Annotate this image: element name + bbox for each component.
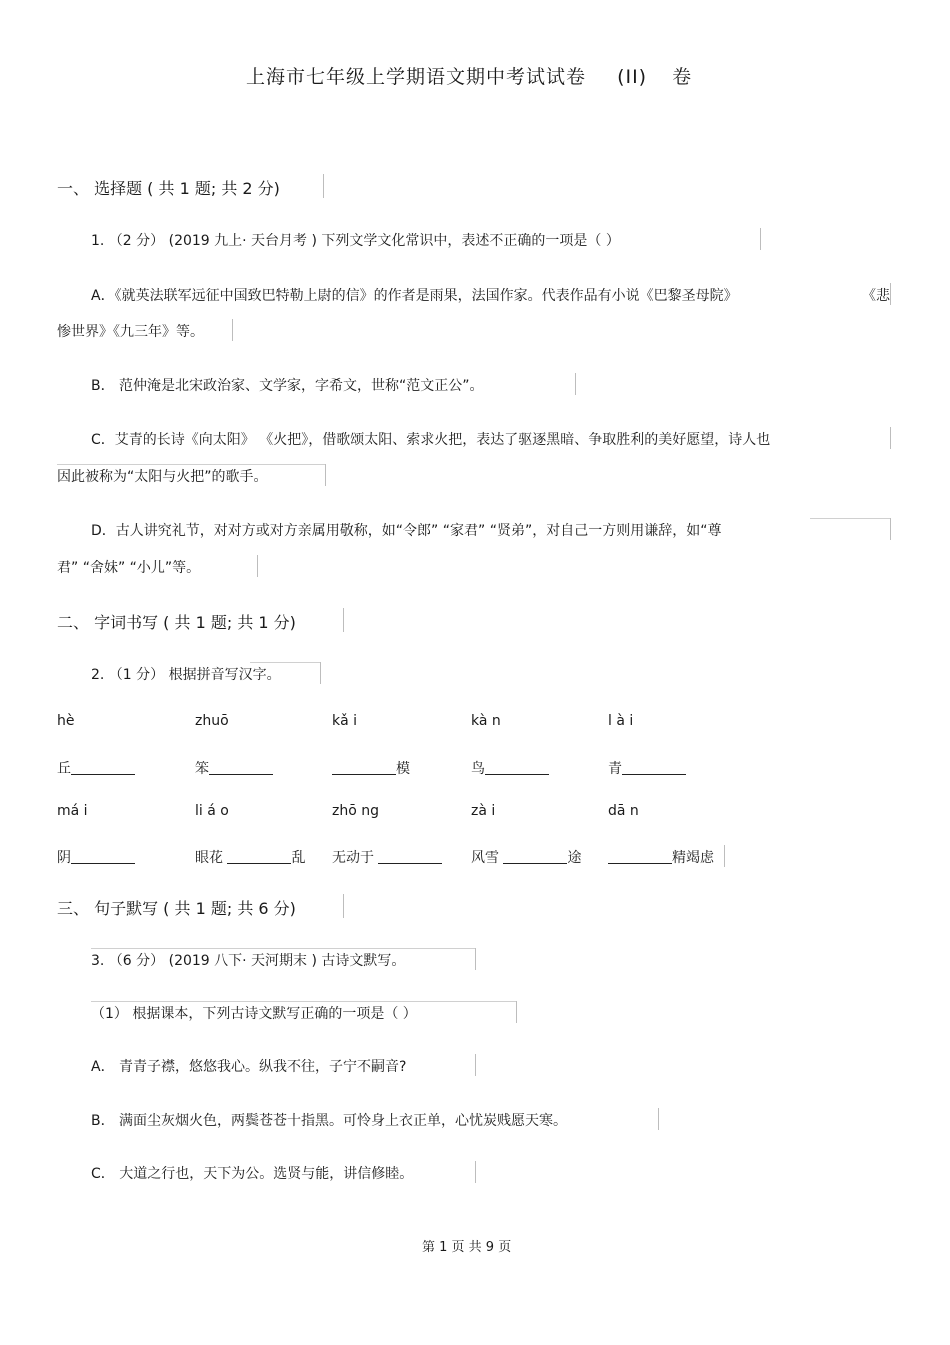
answer-blank[interactable] (227, 849, 291, 864)
word-suffix: 模 (396, 761, 410, 777)
pinyin-8: zhō ng (332, 803, 379, 819)
rule (250, 662, 320, 663)
answer-blank[interactable] (332, 760, 396, 775)
rule (57, 464, 325, 465)
question-3-stem: 3. （6 分） (2019 八下· 天河期末 ) 古诗文默写。 (91, 953, 406, 969)
rule (91, 1001, 516, 1002)
word-blank-10[interactable] (608, 847, 714, 867)
divider (320, 662, 321, 684)
divider (760, 228, 761, 250)
pinyin-10: dā n (608, 803, 639, 819)
answer-blank[interactable] (378, 849, 442, 864)
divider (575, 373, 576, 395)
word-blank-8[interactable] (332, 847, 442, 867)
question-3-sub-1: （1） 根据课本，下列古诗文默写正确的一项是（ ） (91, 1006, 417, 1022)
pinyin-9: zà i (471, 803, 496, 819)
divider (516, 1001, 517, 1023)
divider (325, 464, 326, 486)
title-end: 卷 (672, 66, 693, 88)
word-suffix: 途 (567, 850, 582, 866)
q3-option-c[interactable]: C． 大道之行也，天下为公。选贤与能，讲信修睦。 (91, 1166, 414, 1182)
word-blank-7[interactable] (195, 847, 305, 867)
pinyin-5: l à i (608, 713, 634, 729)
divider (343, 608, 344, 632)
q1-option-a-line2: 惨世界》《九三年》等。 (57, 324, 204, 340)
q1-option-c-line1[interactable]: C．艾青的长诗《向太阳》 《火把》，借歌颂太阳、索求火把，表达了驱逐黑暗、争取胜利的美好愿望，诗人也 (91, 432, 771, 448)
q1-option-b[interactable]: B． 范仲淹是北宋政治家、文学家，字希文，世称“范文正公”。 (91, 378, 484, 394)
question-2-stem: 2. （1 分） 根据拼音写汉字。 (91, 667, 281, 683)
answer-blank[interactable] (622, 760, 686, 775)
document-title (246, 62, 692, 89)
pinyin-6: má i (57, 803, 88, 819)
answer-blank[interactable] (71, 849, 135, 864)
answer-blank[interactable] (485, 760, 549, 775)
divider (323, 174, 324, 198)
pinyin-4: kà n (471, 713, 501, 729)
word-prefix: 丘 (57, 761, 71, 777)
word-prefix: 青 (608, 761, 622, 777)
answer-blank[interactable] (608, 849, 672, 864)
divider (890, 518, 891, 540)
rule (810, 518, 890, 519)
rule (91, 948, 475, 949)
divider (724, 845, 725, 867)
word-prefix: 鸟 (471, 761, 485, 777)
section-2-heading: 二、 字词书写 ( 共 1 题; 共 1 分) (57, 613, 296, 632)
pinyin-1: hè (57, 713, 75, 729)
word-blank-5[interactable] (608, 758, 686, 778)
pinyin-7: li á o (195, 803, 229, 819)
divider (890, 283, 891, 305)
title-suffix: (II) (617, 66, 648, 88)
q1-option-c-line2: 因此被称为“太阳与火把”的歌手。 (57, 469, 268, 485)
word-prefix: 眼花 (195, 850, 228, 866)
divider (343, 894, 344, 918)
answer-blank[interactable] (71, 760, 135, 775)
question-1-stem: 1. （2 分） (2019 九上· 天台月考 ) 下列文学文化常识中，表述不正确的一项是（ ） (91, 233, 620, 249)
pinyin-2: zhuō (195, 713, 229, 729)
word-prefix: 风雪 (471, 850, 504, 866)
title-main: 上海市七年级上学期语文期中考试试卷 (246, 66, 587, 88)
q1-option-d-line1[interactable]: D．古人讲究礼节，对对方或对方亲属用敬称，如“令郎” “家君” “贤弟”，对自己一方则用谦辞，如“尊 (91, 523, 722, 539)
divider (475, 948, 476, 970)
word-blank-2[interactable] (195, 758, 273, 778)
word-prefix: 阴 (57, 850, 71, 866)
word-blank-4[interactable] (471, 758, 549, 778)
word-blank-1[interactable] (57, 758, 135, 778)
word-suffix: 精竭虑 (672, 850, 714, 866)
answer-blank[interactable] (503, 849, 567, 864)
divider (890, 427, 891, 449)
divider (658, 1108, 659, 1130)
section-1-heading: 一、 选择题 ( 共 1 题; 共 2 分) (57, 179, 280, 198)
divider (475, 1161, 476, 1183)
answer-blank[interactable] (209, 760, 273, 775)
divider (475, 1054, 476, 1076)
q1-option-a-line1[interactable]: A．《就英法联军远征中国致巴特勒上尉的信》的作者是雨果，法国作家。代表作品有小说《巴黎圣母院》 (91, 288, 738, 304)
word-blank-3[interactable] (332, 758, 410, 778)
pinyin-3: kǎ i (332, 713, 358, 729)
section-3-heading: 三、 句子默写 ( 共 1 题; 共 6 分) (57, 899, 296, 918)
q1-option-a-line1-end: 《悲 (862, 288, 890, 304)
word-prefix: 笨 (195, 761, 209, 777)
q1-option-d-line2: 君” “舍妹” “小儿”等。 (57, 560, 201, 576)
word-blank-9[interactable] (471, 847, 581, 867)
page-number: 第 1 页 共 9 页 (422, 1240, 512, 1255)
q3-option-a[interactable]: A． 青青子襟，悠悠我心。纵我不往，子宁不嗣音? (91, 1059, 407, 1075)
word-prefix: 无动于 (332, 850, 379, 866)
word-blank-6[interactable] (57, 847, 135, 867)
word-suffix: 乱 (291, 850, 306, 866)
divider (232, 319, 233, 341)
q3-option-b[interactable]: B． 满面尘灰烟火色，两鬓苍苍十指黑。可怜身上衣正单，心忧炭贱愿天寒。 (91, 1113, 568, 1129)
divider (257, 555, 258, 577)
